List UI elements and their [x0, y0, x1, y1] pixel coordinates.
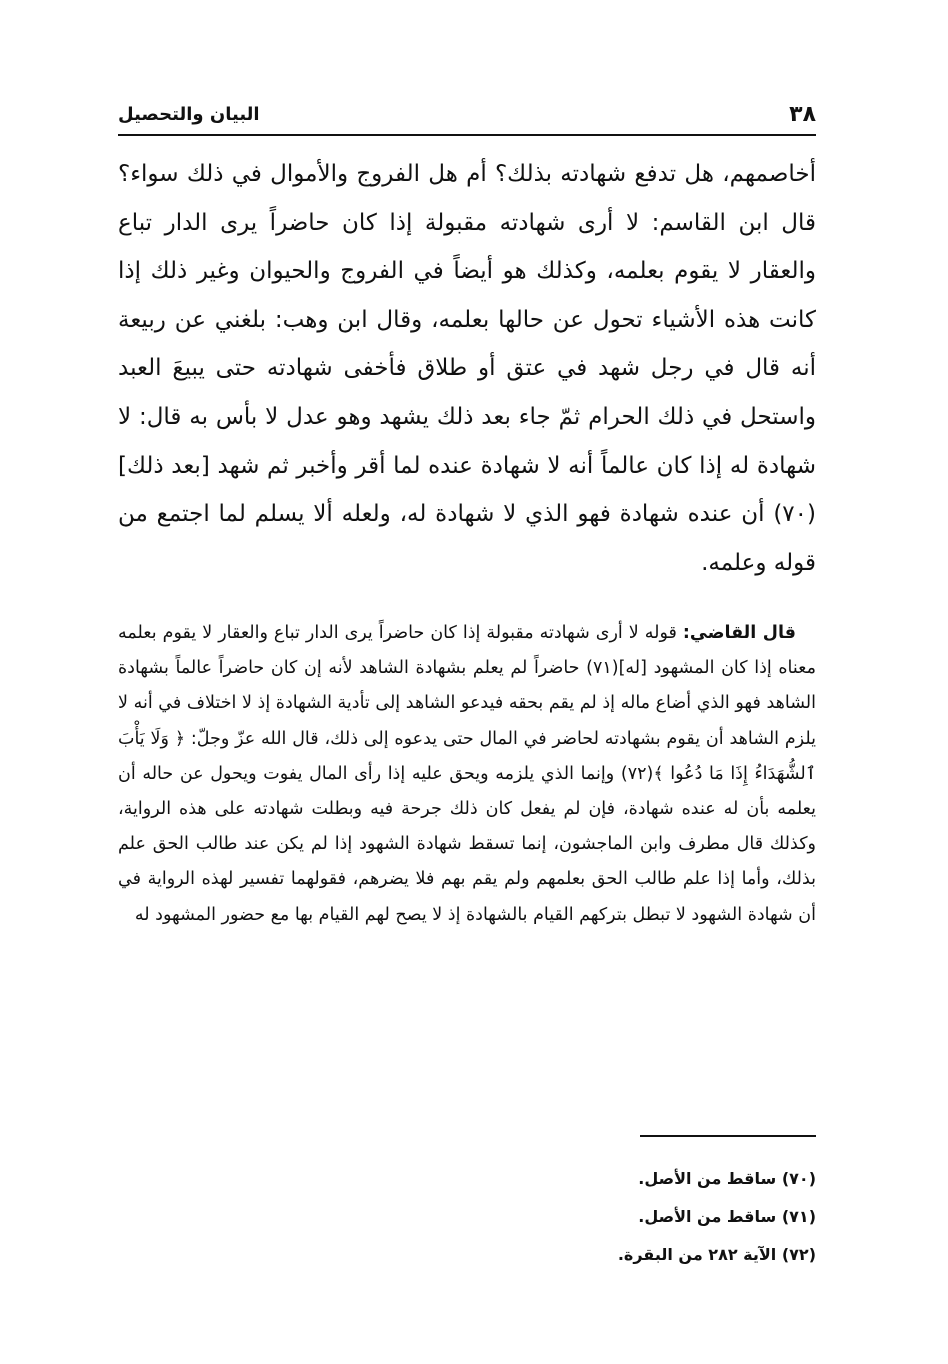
running-head: البيان والتحصيل: [118, 104, 260, 125]
commentary-paragraph: [118, 616, 816, 933]
main-text-paragraph: أخاصمهم، هل تدفع شهادته بذلك؟ أم هل الفروج والأموال في ذلك سواء؟ قال ابن القاسم: لا أرى شهادته مقبولة إذا كان حاضراً يرى الدار تباع والعقار لا يقوم بعلمه، وكذلك هو أيضاً في الفروج والحيوان وغير ذلك إذا كانت هذه الأشياء تحول عن حالها بعلمه، وقال ابن وهب: بلغني عن ربيعة أنه قال في رجل شهد في عتق أو طلاق فأخفى شهادته حتى يبيعَ العبد واستحل في ذلك الحرام ثمّ جاء بعد ذلك يشهد وهو عدل لا بأس به قال: لا شهادة له إذا كان عالماً أنه لا شهادة عنده لما أقر وأخبر ثم شهد [بعد ذلك](٧٠) أن عنده شهادة فهو الذي لا شهادة له، ولعله ألا يسلم لما اجتمع من قوله وعلمه.: [118, 161, 816, 576]
commentary-speaker: قال القاضي:: [682, 623, 797, 643]
footnotes-list: [118, 1160, 816, 1274]
footnote-70: (٧٠) ساقط من الأصل.: [638, 1169, 816, 1188]
footnote-71: (٧١) ساقط من الأصل.: [638, 1207, 816, 1226]
page-header: [118, 100, 816, 136]
commentary-text: قوله لا أرى شهادته مقبولة إذا كان حاضراً يرى الدار تباع والعقار لا يقوم بعلمه معناه إذا كان المشهود [له](٧١) حاضراً لم يعلم بشهادة الشاهد لأنه إن كان حاضراً عالماً بشهادة الشاهد فهو الذي أضاع ماله إذ لم يقم بحقه فيدعو الشاهد إلى تأدية الشهادة إذ لا اختلاف في أنه لا يلزم الشاهد أن يقوم بشهادته لحاضر في المال حتى يدعوه إلى ذلك، قال الله عزّ وجلّ: ﴿ وَلَا يَأْبَ ٱلشُّهَدَاءُ إِذَا مَا دُعُوا ﴾(٧٢) وإنما الذي يلزمه ويحق عليه إذا رأى المال يفوت ويحول عن حاله أن يعلمه بأن له عنده شهادة، فإن لم يفعل كان ذلك جرحة فيه وبطلت شهادته على هذه الرواية، وكذلك قال مطرف وابن الماجشون، إنما تسقط شهادة الشهود إذا لم يكن عند طالب الحق علم بذلك، وأما إذا علم طالب الحق بعلمهم ولم يقم بهم فلا يضرهم، فقولهما تفسير لهذه الرواية في أن شهادة الشهود لا تبطل بتركهم القيام بالشهادة إذ لا يصح لهم القيام بها مع حضور المشهود له: [118, 623, 816, 925]
footnote-72: (٧٢) الآية ٢٨٢ من البقرة.: [617, 1245, 816, 1264]
footnote-divider: [640, 1135, 816, 1137]
page-number: ٣٨: [789, 102, 816, 127]
